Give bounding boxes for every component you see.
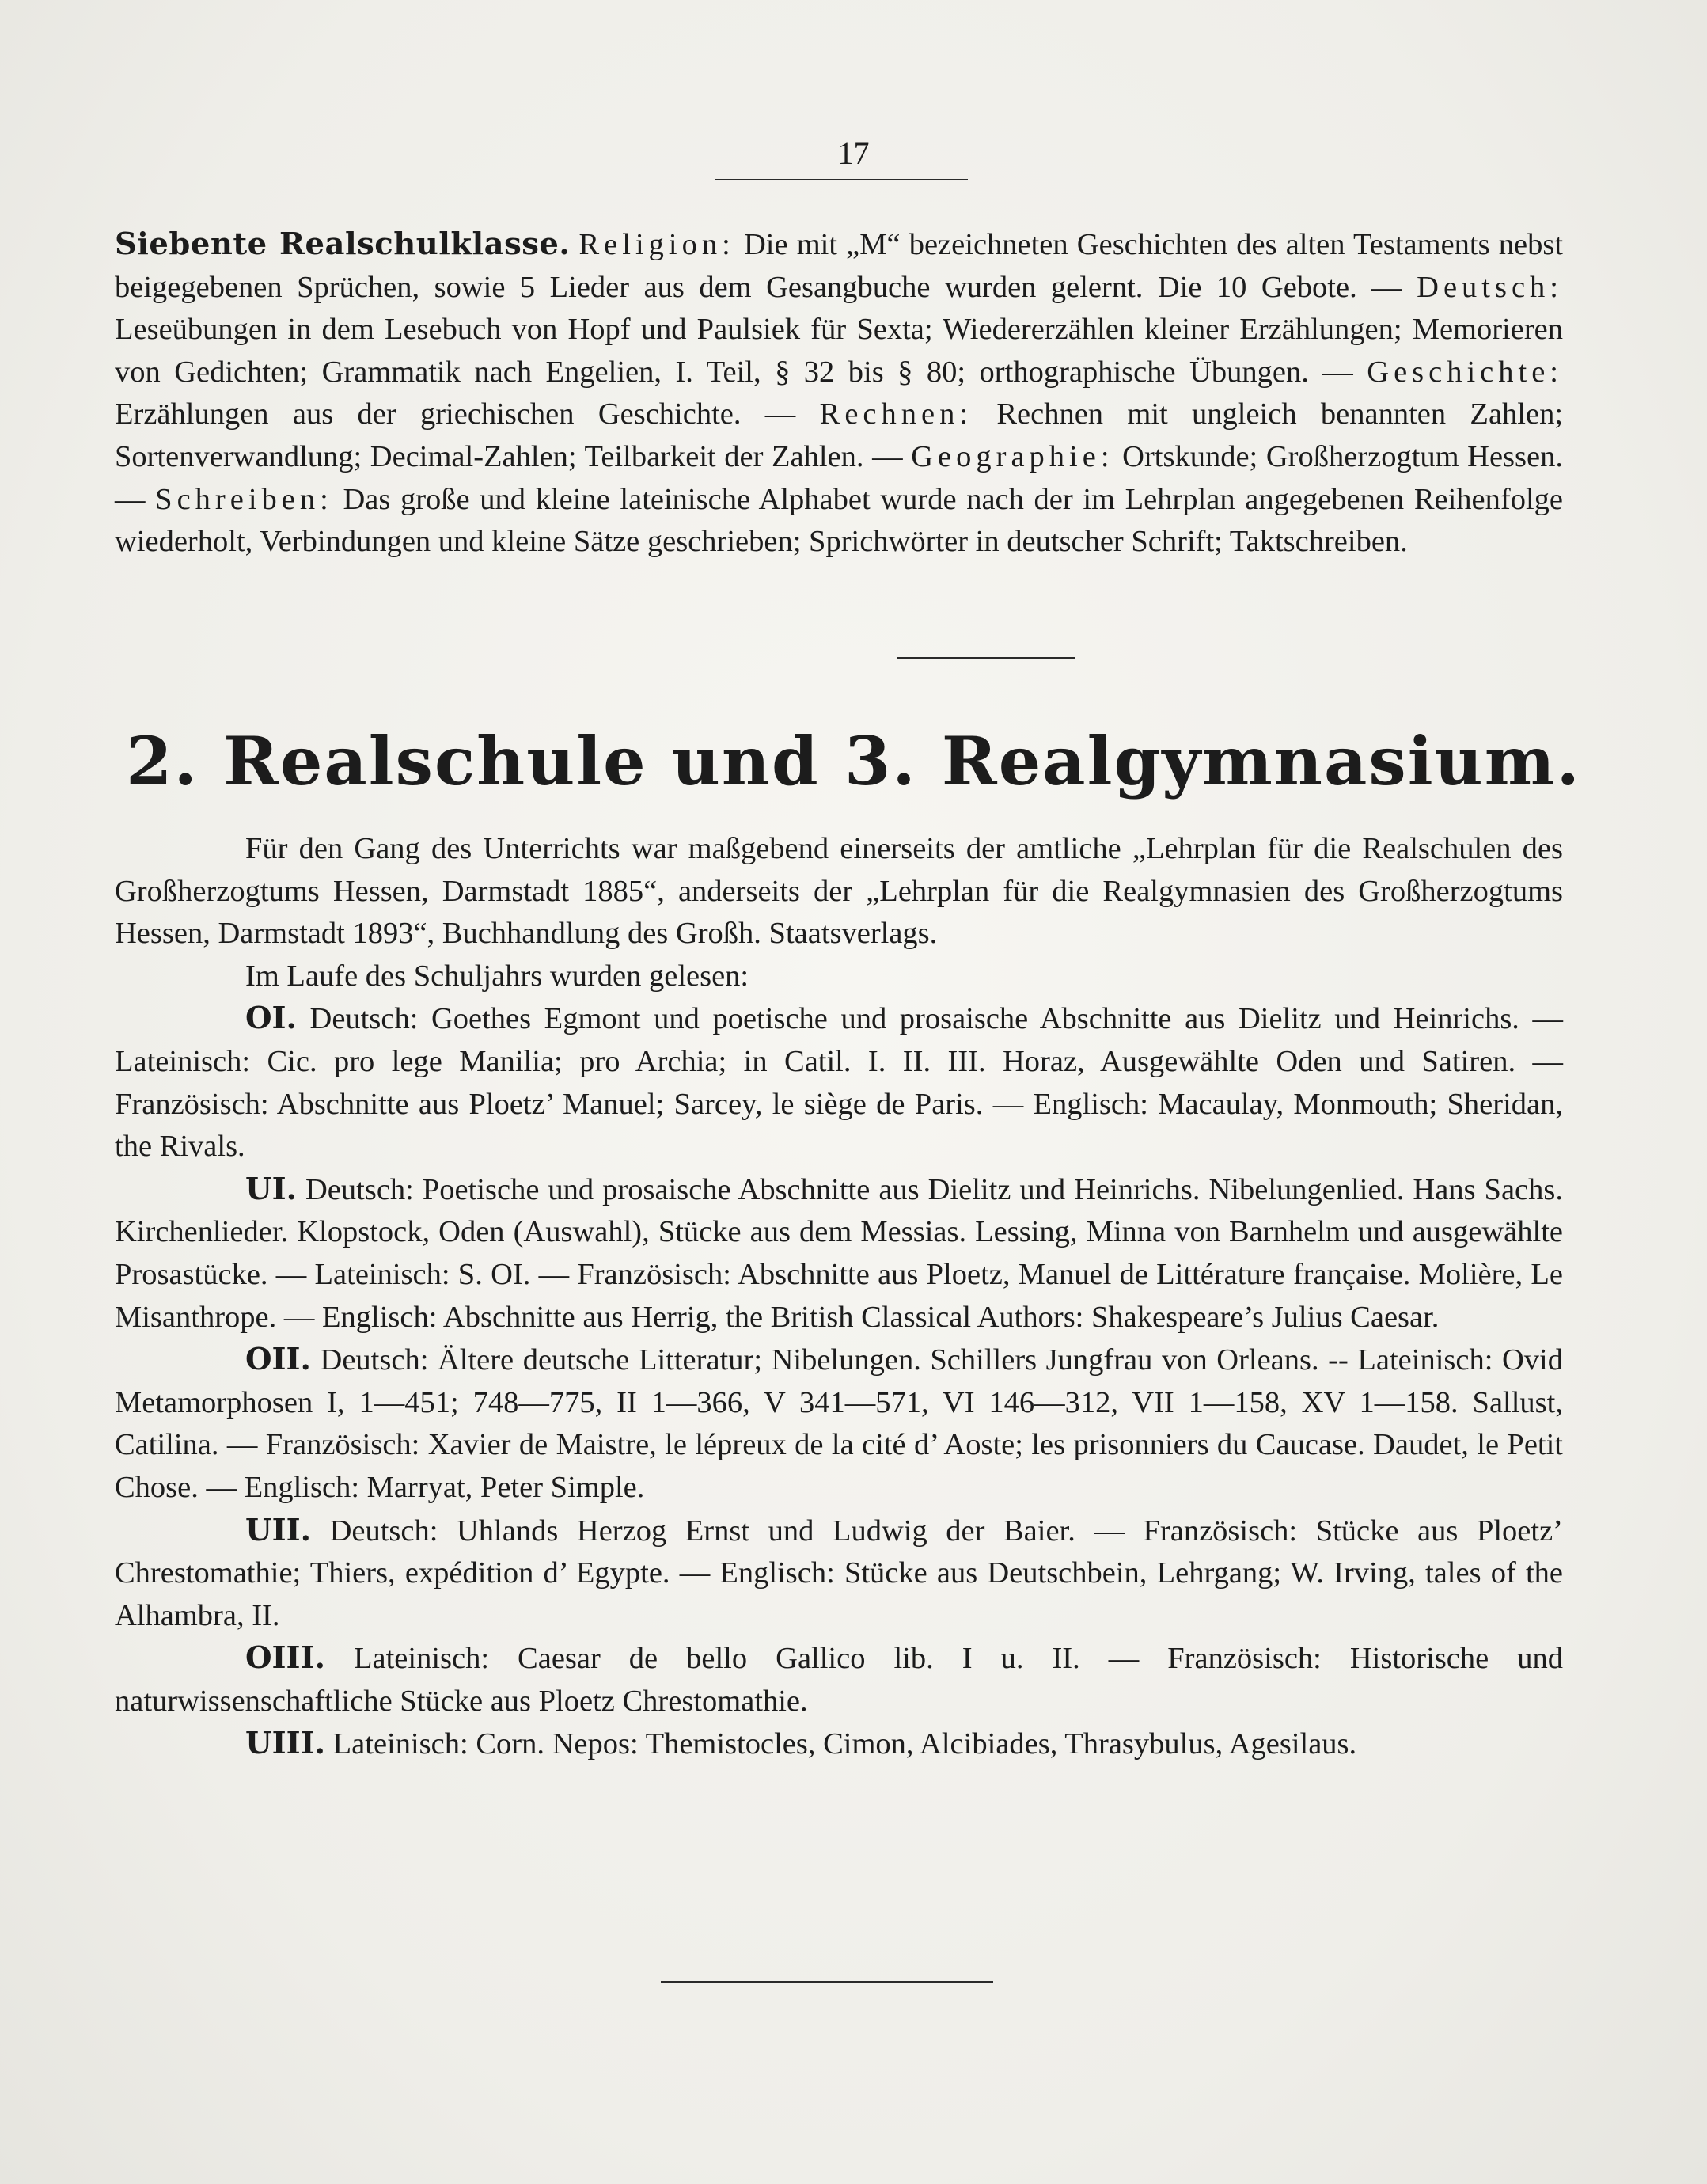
schreiben-label: Schreiben: [155,482,333,516]
section-heading: 2. Realschule und 3. Realgymnasium. [126,722,1581,800]
page-end-rule [661,1981,993,1983]
section-divider-rule [897,657,1075,659]
grade-text: Lateinisch: Caesar de bello Gallico lib. I u. II. — Französisch: Historische und naturwissenschaftliche Stücke aus Ploetz Chrestomathie. [115,1642,1563,1718]
grade-text: Deutsch: Goethes Egmont und poetische und prosaische Abschnitte aus Dielitz und Heinrichs. — Lateinisch: Cic. pro lege Manilia; pro Archia; in Catil. I. II. III. Horaz, Ausgewählte Oden und Satiren. — Französisch: Abschnitte aus Ploetz’ Manuel; Sarcey, le siège de Paris. — Englisch: Macaulay, Monmouth; Sheridan, the Rivals. [115,1002,1563,1164]
read-intro-paragraph: Im Laufe des Schuljahrs wurden gelesen: [245,959,749,993]
schreiben-text: Das große und kleine lateinische Alphabet wurde nach der im Lehrplan angegebenen Reihenfolge wiederholt, Verbindungen und kleine Sätze geschrieben; Sprichwörter in deutscher Schrift; Taktschreiben. [115,482,1563,559]
grade-label: OI. [245,1001,297,1037]
geographie-label: Geographie: [911,439,1114,473]
seventh-class-lead: Siebente Realschulklasse. [115,226,571,262]
grade-paragraph-ui [115,1168,1563,1339]
section-realschule [115,828,1563,1766]
grade-paragraph-oi [115,997,1563,1168]
section-seventh-class [115,223,1563,564]
grade-label: OII. [245,1342,311,1378]
geschichte-label: Geschichte: [1367,355,1563,389]
deutsch-label: Deutsch: [1417,270,1563,304]
grade-paragraph-uiii [115,1723,1563,1766]
intro-paragraph: Für den Gang des Unterrichts war maßgebend einerseits der amtliche „Lehrplan für die Realschulen des Großherzogtums Hessen, Darmstadt 1885“, anderseits der „Lehrplan für die Realgymnasien des Großherzogtums Hessen, Darmstadt 1893“, Buchhandlung des Großh. Staatsverlags. [115,832,1563,951]
rechnen-text: Rechnen mit ungleich benannten Zahlen; Sortenverwandlung; Decimal-Zahlen; Teilbarkeit der Zahlen. — [115,397,1564,473]
grade-label: UI. [245,1171,297,1207]
page-number-rule [715,179,968,180]
page-number: 17 [837,135,870,171]
rechnen-label: Rechnen: [819,397,973,431]
geschichte-text: Erzählungen aus der griechischen Geschichte. — [115,397,796,431]
grade-paragraph-uii [115,1510,1563,1638]
grade-text: Deutsch: Poetische und prosaische Abschnitte aus Dielitz und Heinrichs. Nibelungenlied. Hans Sachs. Kirchenlieder. Klopstock, Oden (Auswahl), Stücke aus dem Messias. Lessing, Minna von Barnhelm und ausgewählte Prosastücke. — Lateinisch: S. OI. — Französisch: Abschnitte aus Ploetz, Manuel de Littérature française. Molière, Le Misanthrope. — Englisch: Abschnitte aus Herrig, the British Classical Authors: Shakespeare’s Julius Caesar. [115,1172,1563,1334]
grade-label: OIII. [245,1640,325,1677]
religion-label: Religion: [578,228,735,261]
deutsch-text: Leseübungen in dem Lesebuch von Hopf und Paulsiek für Sexta; Wiedererzählen kleiner Erzählungen; Memorieren von Gedichten; Grammatik nach Engelien, I. Teil, § 32 bis § 80; orthographische Übungen. — [115,313,1563,389]
grade-paragraph-oiii [115,1637,1563,1723]
geographie-text: Ortskunde; Großherzogtum Hessen. — [115,439,1563,516]
grade-text: Lateinisch: Corn. Nepos: Themistocles, Cimon, Alcibiades, Thrasybulus, Agesilaus. [332,1727,1357,1761]
grade-text: Deutsch: Uhlands Herzog Ernst und Ludwig der Baier. — Französisch: Stücke aus Ploetz’ Chrestomathie; Thiers, expédition d’ Egypte. — Englisch: Stücke aus Deutschbein, Lehrgang; W. Irving, tales of the Alhambra, II. [115,1514,1564,1632]
grade-paragraph-oii [115,1339,1563,1509]
grade-label: UII. [245,1512,311,1548]
religion-text: Die mit „M“ bezeichneten Geschichten des alten Testaments nebst beigegebenen Sprüchen, sowie 5 Lieder aus dem Gesangbuche wurden gelernt. Die 10 Gebote. — [115,228,1564,304]
seventh-class-paragraph [115,223,1563,564]
grade-label: UIII. [245,1726,326,1762]
grade-text: Deutsch: Ältere deutsche Litteratur; Nibelungen. Schillers Jungfrau von Orleans. -- Lateinisch: Ovid Metamorphosen I, 1—451; 748—775, II 1—366, V 341—571, VI 146—312, VII 1—158, XV 1—158. Sallust, Catilina. — Französisch: Xavier de Maistre, le lépreux de la cité d’ Aoste; les prisonniers du Caucase. Daudet, le Petit Chose. — Englisch: Marryat, Peter Simple. [115,1343,1563,1504]
